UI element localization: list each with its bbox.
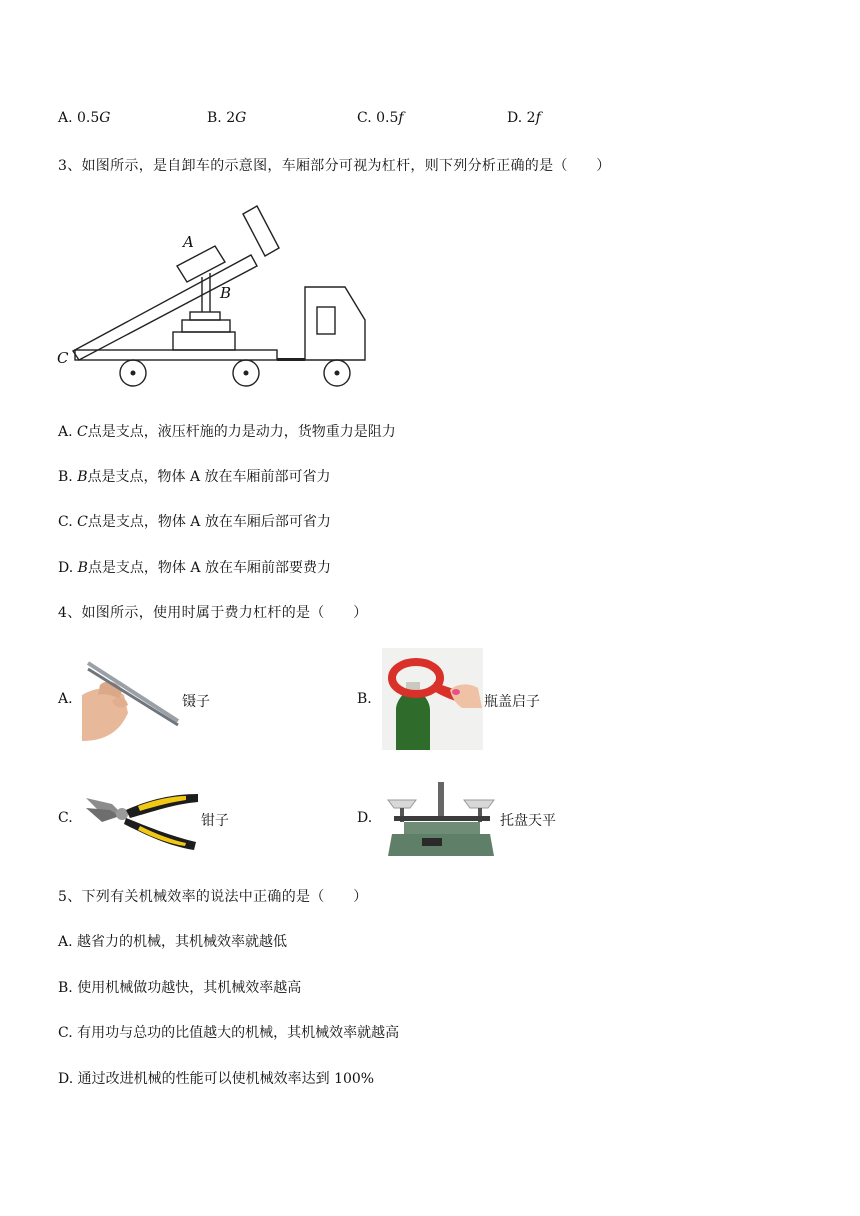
label-b: B bbox=[220, 284, 232, 302]
truck-chassis bbox=[75, 350, 277, 360]
q5-stem: 5、下列有关机械效率的说法中正确的是（ ） bbox=[58, 889, 368, 905]
q2-option-a: A. 0.5G bbox=[58, 110, 111, 126]
q2-option-b: B. 2G bbox=[207, 110, 247, 126]
bottle-opener-image bbox=[382, 648, 483, 750]
dump-truck-diagram bbox=[55, 200, 375, 395]
q3-option-a: A. C点是支点，液压杆施的力是动力，货物重力是阻力 bbox=[58, 424, 396, 440]
q4-option-a-label: 镊子 bbox=[182, 694, 210, 710]
pliers-image bbox=[82, 784, 200, 853]
q5-option-d: D. 通过改进机械的性能可以使机械效率达到 100% bbox=[58, 1071, 375, 1087]
q3-option-c: C. C点是支点，物体 A 放在车厢后部可省力 bbox=[58, 514, 331, 530]
q4-stem: 4、如图所示，使用时属于费力杠杆的是（ ） bbox=[58, 605, 368, 621]
cab-window bbox=[317, 307, 335, 334]
hydraulic-base-top bbox=[190, 312, 220, 320]
q5-option-b: B. 使用机械做功越快，其机械效率越高 bbox=[58, 980, 302, 996]
q4-option-b-letter: B. bbox=[357, 691, 372, 707]
q4-option-c-letter: C. bbox=[58, 810, 73, 826]
q4-option-d-letter: D. bbox=[357, 810, 373, 826]
q5-option-a: A. 越省力的机械，其机械效率就越低 bbox=[58, 934, 288, 950]
label-a: A bbox=[183, 233, 194, 251]
q3-option-d: D. B点是支点，物体 A 放在车厢前部要费力 bbox=[58, 560, 331, 576]
tweezers-image bbox=[82, 655, 180, 741]
hydraulic-base-mid bbox=[182, 320, 230, 332]
q4-option-c-label: 钳子 bbox=[201, 813, 229, 829]
q4-option-a-letter: A. bbox=[58, 691, 73, 707]
q2-option-c: C. 0.5f bbox=[357, 110, 404, 126]
q3-stem: 3、如图所示，是自卸车的示意图，车厢部分可视为杠杆，则下列分析正确的是（ ） bbox=[58, 158, 611, 174]
label-c: C bbox=[57, 349, 69, 367]
truck-tailgate bbox=[243, 206, 279, 256]
cargo-block-a bbox=[177, 246, 225, 282]
balance-scale-image bbox=[384, 776, 498, 862]
q4-option-b-label: 瓶盖启子 bbox=[484, 694, 540, 710]
q4-option-d-label: 托盘天平 bbox=[500, 813, 556, 829]
hydraulic-base-low bbox=[173, 332, 235, 350]
q5-option-c: C. 有用功与总功的比值越大的机械，其机械效率就越高 bbox=[58, 1025, 400, 1041]
q2-option-d: D. 2f bbox=[507, 110, 541, 126]
q3-option-b: B. B点是支点，物体 A 放在车厢前部可省力 bbox=[58, 469, 331, 485]
truck-bed bbox=[73, 255, 257, 360]
